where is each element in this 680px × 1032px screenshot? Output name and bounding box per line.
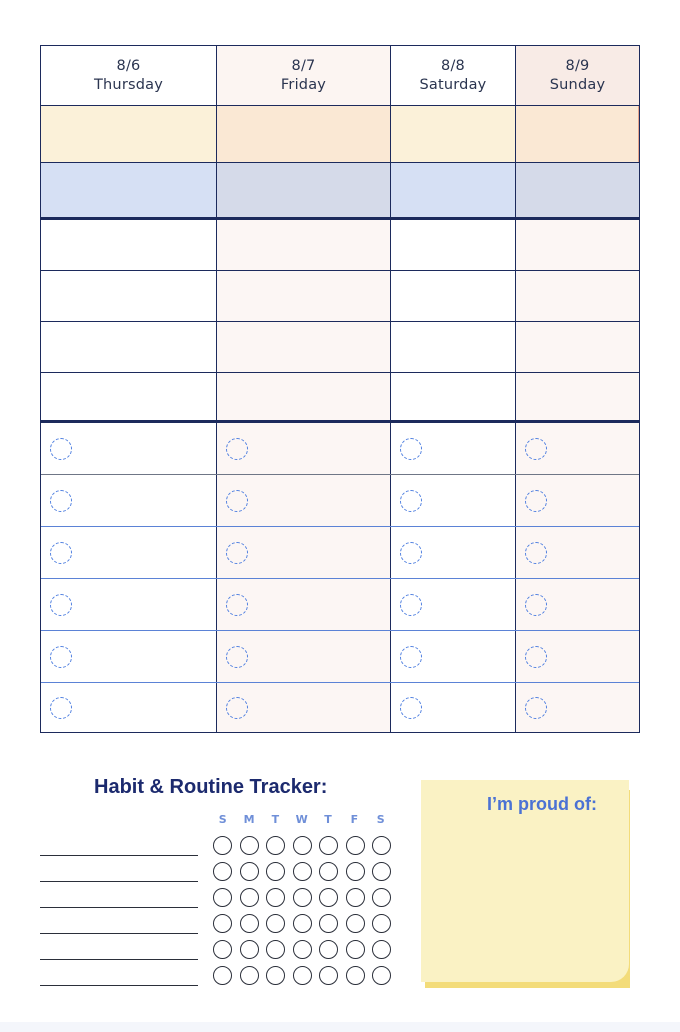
day-initial: T <box>271 813 280 826</box>
entry-cell[interactable] <box>516 163 639 217</box>
todo-checkbox[interactable] <box>226 542 248 564</box>
day-initial: T <box>324 813 333 826</box>
todo-row <box>41 683 639 732</box>
entry-cell[interactable] <box>217 220 391 270</box>
entry-cell[interactable] <box>217 271 391 321</box>
sticky-note-title: I’m proud of: <box>487 794 597 814</box>
schedule-row <box>41 373 639 423</box>
habit-day-initials <box>213 813 391 826</box>
habit-bubble[interactable] <box>266 940 285 959</box>
habit-bubble[interactable] <box>372 940 391 959</box>
habit-name-line[interactable] <box>40 856 198 882</box>
blue-entry-row <box>41 163 639 220</box>
todo-checkbox[interactable] <box>400 697 422 719</box>
day-header-friday <box>217 46 391 105</box>
habit-bubble[interactable] <box>213 914 232 933</box>
todo-cell[interactable] <box>516 527 639 578</box>
habit-name-line[interactable] <box>40 882 198 908</box>
todo-checkbox[interactable] <box>50 490 72 512</box>
habit-bubble-row <box>213 914 391 940</box>
habit-bubble[interactable] <box>266 888 285 907</box>
todo-cell[interactable] <box>516 683 639 732</box>
entry-cell[interactable] <box>516 106 639 162</box>
todo-row <box>41 423 639 475</box>
habit-bubble-row <box>213 862 391 888</box>
todo-checkbox[interactable] <box>50 697 72 719</box>
habit-bubble[interactable] <box>293 940 312 959</box>
day-weekday: Thursday <box>93 76 164 93</box>
todo-checkbox[interactable] <box>525 490 547 512</box>
habit-name-line[interactable] <box>40 830 198 856</box>
entry-cell[interactable] <box>217 163 391 217</box>
habit-bubble[interactable] <box>266 914 285 933</box>
todo-cell[interactable] <box>41 579 217 630</box>
schedule-row <box>41 271 639 322</box>
habit-bubble[interactable] <box>319 966 338 985</box>
day-date: 8/8 <box>441 57 465 74</box>
habit-bubble[interactable] <box>346 862 365 881</box>
habit-bubble[interactable] <box>266 966 285 985</box>
page-footer-band <box>0 1022 680 1032</box>
habit-bubble[interactable] <box>372 836 391 855</box>
todo-cell[interactable] <box>391 527 516 578</box>
entry-cell[interactable] <box>41 106 217 162</box>
todo-cell[interactable] <box>41 527 217 578</box>
todo-cell[interactable] <box>217 579 391 630</box>
todo-cell[interactable] <box>217 631 391 682</box>
entry-cell[interactable] <box>217 106 391 162</box>
habit-bubble[interactable] <box>372 914 391 933</box>
entry-cell[interactable] <box>391 163 516 217</box>
habit-bubble[interactable] <box>213 836 232 855</box>
day-header-sunday <box>516 46 639 105</box>
habit-tracker-title: Habit & Routine Tracker: <box>94 776 328 798</box>
entry-cell[interactable] <box>391 220 516 270</box>
todo-checkbox[interactable] <box>50 542 72 564</box>
habit-bubble[interactable] <box>293 888 312 907</box>
day-weekday: Saturday <box>419 76 487 93</box>
todo-checkbox[interactable] <box>400 646 422 668</box>
day-header-thursday <box>41 46 217 105</box>
todo-checkbox[interactable] <box>400 438 422 460</box>
habit-name-line[interactable] <box>40 934 198 960</box>
todo-cell[interactable] <box>391 423 516 474</box>
habit-bubble[interactable] <box>293 836 312 855</box>
todo-row <box>41 475 639 527</box>
todo-checkbox[interactable] <box>226 697 248 719</box>
day-date: 8/9 <box>565 57 590 74</box>
day-initial: M <box>243 813 256 826</box>
todo-checkbox[interactable] <box>525 594 547 616</box>
habit-name-line[interactable] <box>40 908 198 934</box>
todo-checkbox[interactable] <box>400 542 422 564</box>
schedule-row <box>41 322 639 373</box>
habit-bubble[interactable] <box>240 836 259 855</box>
todo-checkbox[interactable] <box>400 490 422 512</box>
todo-cell[interactable] <box>41 683 217 732</box>
habit-bubble[interactable] <box>319 888 338 907</box>
habit-bubble[interactable] <box>372 888 391 907</box>
todo-cell[interactable] <box>217 683 391 732</box>
habit-bubble-row <box>213 966 391 992</box>
entry-cell[interactable] <box>391 322 516 372</box>
todo-row <box>41 579 639 631</box>
habit-bubble[interactable] <box>319 914 338 933</box>
habit-bubble-row <box>213 888 391 914</box>
todo-row <box>41 631 639 683</box>
todo-checkbox[interactable] <box>525 697 547 719</box>
todo-cell[interactable] <box>41 423 217 474</box>
entry-cell[interactable] <box>391 106 516 162</box>
habit-bubble[interactable] <box>346 966 365 985</box>
habit-bubble[interactable] <box>213 940 232 959</box>
day-weekday: Friday <box>280 76 327 93</box>
day-header-row <box>41 46 639 106</box>
todo-cell[interactable] <box>391 683 516 732</box>
habit-bubble[interactable] <box>213 966 232 985</box>
habit-bubble[interactable] <box>346 836 365 855</box>
day-date: 8/6 <box>116 57 141 74</box>
todo-checkbox[interactable] <box>50 438 72 460</box>
habit-bubble[interactable] <box>266 836 285 855</box>
todo-cell[interactable] <box>41 631 217 682</box>
habit-bubble[interactable] <box>213 862 232 881</box>
entry-cell[interactable] <box>41 271 217 321</box>
entry-cell[interactable] <box>516 271 639 321</box>
habit-name-lines <box>40 830 198 986</box>
day-initial: S <box>376 813 386 826</box>
todo-cell[interactable] <box>391 579 516 630</box>
schedule-row <box>41 220 639 271</box>
todo-checkbox[interactable] <box>226 594 248 616</box>
habit-bubble[interactable] <box>319 862 338 881</box>
habit-bubble-row <box>213 940 391 966</box>
todo-checkbox[interactable] <box>226 490 248 512</box>
todo-checkbox[interactable] <box>226 646 248 668</box>
todo-row <box>41 527 639 579</box>
habit-bubble[interactable] <box>240 862 259 881</box>
habit-bubble[interactable] <box>293 914 312 933</box>
habit-bubble[interactable] <box>293 966 312 985</box>
todo-checkbox[interactable] <box>50 646 72 668</box>
habit-bubble[interactable] <box>346 888 365 907</box>
todo-cell[interactable] <box>516 475 639 526</box>
todo-cell[interactable] <box>516 631 639 682</box>
habit-bubble[interactable] <box>240 914 259 933</box>
habit-bubble[interactable] <box>213 888 232 907</box>
todo-cell[interactable] <box>516 423 639 474</box>
entry-cell[interactable] <box>41 322 217 372</box>
entry-cell[interactable] <box>391 373 516 420</box>
habit-name-line[interactable] <box>40 960 198 986</box>
day-initial: W <box>295 813 309 826</box>
habit-bubble[interactable] <box>240 888 259 907</box>
todo-checkbox[interactable] <box>400 594 422 616</box>
entry-cell[interactable] <box>41 373 217 420</box>
habit-bubble[interactable] <box>240 966 259 985</box>
entry-cell[interactable] <box>217 322 391 372</box>
entry-cell[interactable] <box>41 220 217 270</box>
habit-bubble[interactable] <box>372 862 391 881</box>
entry-cell[interactable] <box>41 163 217 217</box>
todo-cell[interactable] <box>41 475 217 526</box>
habit-bubble[interactable] <box>293 862 312 881</box>
entry-cell[interactable] <box>217 373 391 420</box>
todo-checkbox[interactable] <box>525 542 547 564</box>
todo-cell[interactable] <box>217 475 391 526</box>
day-weekday: Sunday <box>549 76 606 93</box>
day-initial: F <box>350 813 359 826</box>
todo-checkbox[interactable] <box>525 646 547 668</box>
habit-bubble[interactable] <box>372 966 391 985</box>
todo-cell[interactable] <box>391 475 516 526</box>
habit-bubble[interactable] <box>319 836 338 855</box>
entry-cell[interactable] <box>516 373 639 420</box>
habit-bubble[interactable] <box>319 940 338 959</box>
todo-checkbox[interactable] <box>50 594 72 616</box>
todo-checkbox[interactable] <box>226 438 248 460</box>
habit-bubble[interactable] <box>240 940 259 959</box>
day-header-saturday <box>391 46 516 105</box>
todo-cell[interactable] <box>516 579 639 630</box>
entry-cell[interactable] <box>516 322 639 372</box>
habit-bubble-row <box>213 836 391 862</box>
habit-bubble[interactable] <box>346 940 365 959</box>
day-date: 8/7 <box>291 57 316 74</box>
habit-bubble[interactable] <box>346 914 365 933</box>
habit-bubble[interactable] <box>266 862 285 881</box>
todo-cell[interactable] <box>217 527 391 578</box>
weekly-planner-grid <box>40 45 640 733</box>
todo-cell[interactable] <box>217 423 391 474</box>
yellow-entry-row <box>41 106 639 163</box>
entry-cell[interactable] <box>391 271 516 321</box>
habit-bubble-grid <box>213 836 391 992</box>
day-initial: S <box>218 813 228 826</box>
todo-checkbox[interactable] <box>525 438 547 460</box>
entry-cell[interactable] <box>516 220 639 270</box>
todo-cell[interactable] <box>391 631 516 682</box>
